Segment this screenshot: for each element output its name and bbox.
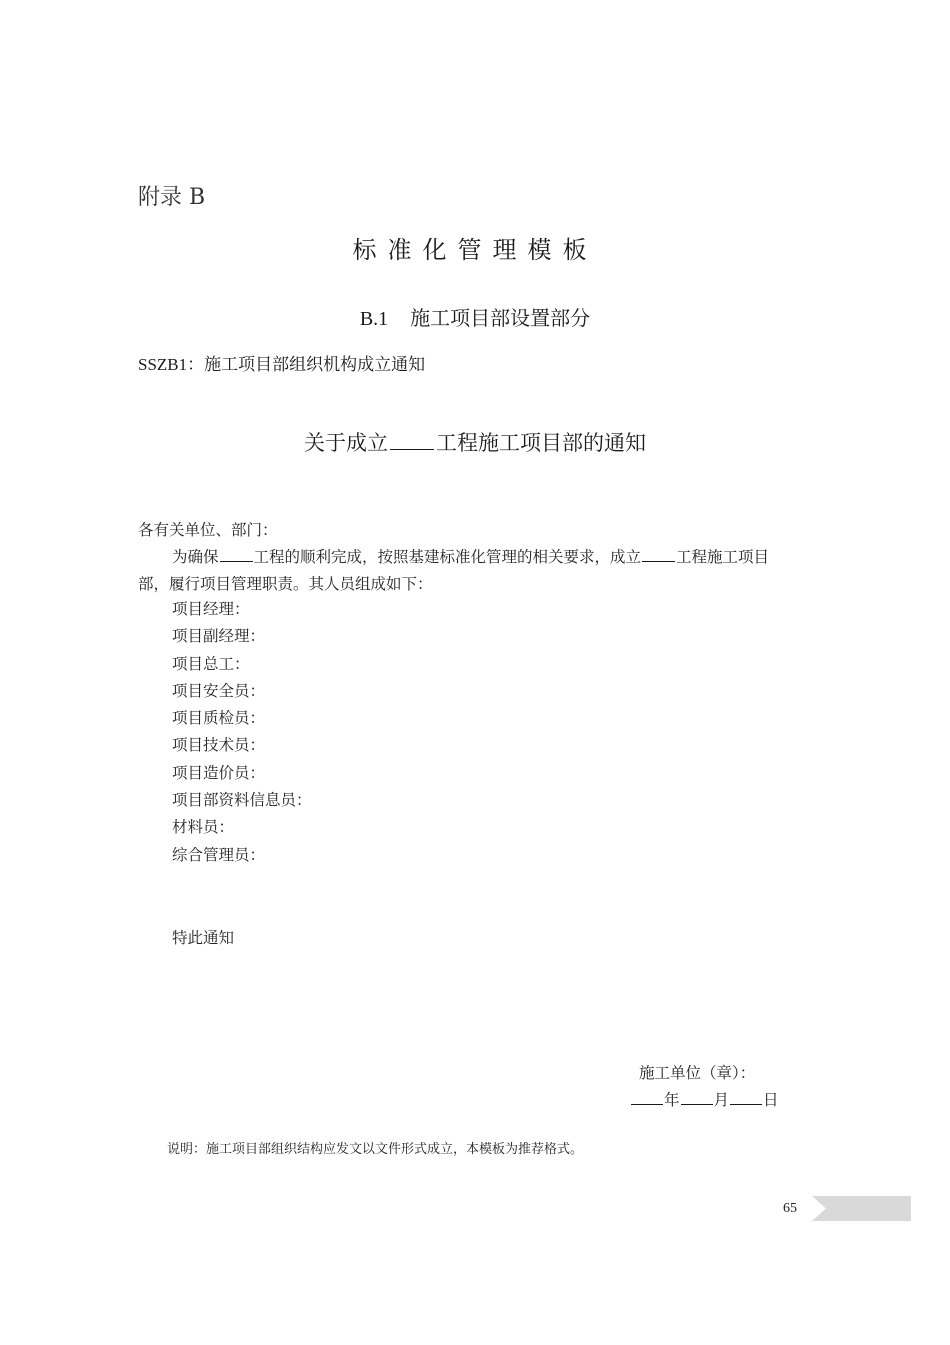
year-blank bbox=[631, 1089, 663, 1106]
section-title: 施工项目部设置部分 bbox=[410, 306, 591, 330]
notice-paragraph-line-1 bbox=[172, 545, 769, 567]
page-tab-shape bbox=[812, 1196, 911, 1221]
paragraph-text: 工程施工项目 bbox=[676, 548, 770, 566]
staff-role-item: 项目副经理： bbox=[172, 627, 266, 646]
day-blank bbox=[730, 1089, 762, 1106]
footnote: 说明：施工项目部组织结构应发文以文件形式成立，本模板为推荐格式。 bbox=[167, 1142, 584, 1157]
main-title: 标准化管理模板 bbox=[352, 236, 598, 264]
signature-line: 施工单位（章）： bbox=[639, 1064, 756, 1082]
staff-role-item: 项目经理： bbox=[172, 600, 250, 618]
staff-role-item: 项目总工： bbox=[172, 654, 250, 673]
section-number: B.1 bbox=[359, 308, 389, 330]
year-label: 年 bbox=[664, 1091, 680, 1109]
staff-role-item: 项目安全员： bbox=[172, 681, 266, 700]
month-blank bbox=[681, 1089, 713, 1106]
project-name-blank bbox=[390, 428, 434, 450]
notice-paragraph-line-2: 部，履行项目管理职责。其人员组成如下： bbox=[138, 575, 433, 593]
staff-role-item: 材料员： bbox=[172, 818, 235, 837]
month-label: 月 bbox=[713, 1091, 730, 1109]
staff-role-list bbox=[172, 600, 312, 873]
appendix-label: 附录 B bbox=[138, 185, 206, 210]
day-label: 日 bbox=[763, 1091, 779, 1109]
paragraph-text: 工程的顺利完成，按照基建标准化管理的相关要求，成立 bbox=[253, 548, 642, 566]
staff-role-item: 综合管理员： bbox=[172, 845, 266, 864]
date-line bbox=[630, 1088, 779, 1110]
closing-text: 特此通知 bbox=[172, 929, 235, 947]
staff-role-item: 项目部资料信息员： bbox=[172, 791, 312, 810]
template-code: SSZB1： bbox=[138, 355, 205, 374]
staff-role-item: 项目技术员： bbox=[172, 736, 266, 755]
template-heading bbox=[138, 350, 425, 375]
staff-role-item: 项目质检员： bbox=[172, 709, 266, 728]
paragraph-text: 为确保 bbox=[172, 548, 219, 566]
project-name-blank bbox=[220, 546, 253, 563]
notice-title bbox=[0, 427, 950, 457]
staff-role-item: 项目造价员： bbox=[172, 763, 266, 782]
notice-title-after: 工程施工项目部的通知 bbox=[436, 431, 646, 455]
page-number: 65 bbox=[783, 1201, 797, 1216]
section-heading bbox=[0, 302, 950, 331]
salutation: 各有关单位、部门： bbox=[138, 521, 278, 539]
project-name-blank bbox=[642, 546, 675, 563]
page-tab-decoration bbox=[812, 1196, 911, 1221]
notice-title-before: 关于成立 bbox=[304, 431, 388, 455]
template-name: 施工项目部组织机构成立通知 bbox=[204, 355, 426, 375]
